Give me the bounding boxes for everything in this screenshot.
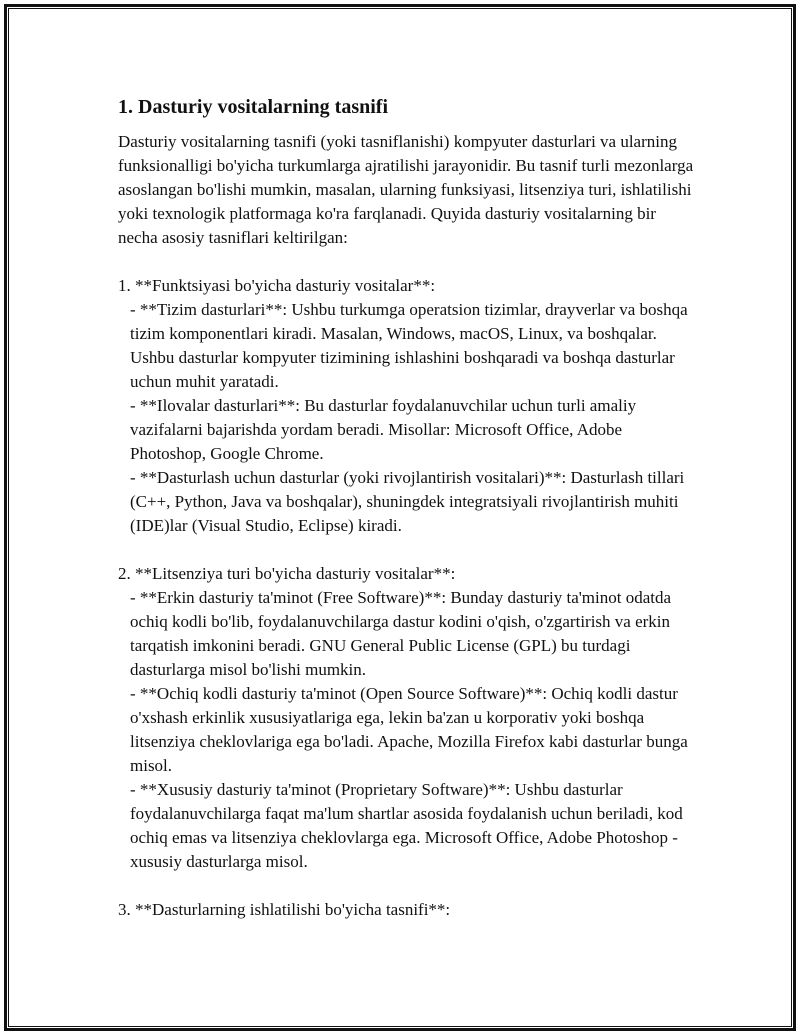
spacer	[118, 538, 698, 562]
section-1-title: 1. **Funktsiyasi bo'yicha dasturiy vositalar**:	[118, 276, 436, 295]
section-2-item-3: - **Xususiy dasturiy ta'minot (Proprietary Software)**: Ushbu dasturlar foydalanuvchilarga faqat ma'lum shartlar asosida foydalanish uchun beriladi, kod ochiq emas va litsenziya cheklovlarga ega. Microsoft Office, Adobe Photoshop - xususiy dasturlarga misol.	[130, 780, 683, 871]
spacer	[118, 250, 698, 274]
document-heading: 1. Dasturiy vositalarning tasnifi	[118, 96, 389, 118]
spacer	[118, 874, 698, 898]
section-1-item-2: - **Ilovalar dasturlari**: Bu dasturlar foydalanuvchilar uchun turli amaliy vazifalarni bajarishda yordam beradi. Misollar: Microsoft Office, Adobe Photoshop, Google Chrome.	[130, 396, 637, 463]
section-3-title: 3. **Dasturlarning ishlatilishi bo'yicha tasnifi**:	[118, 900, 451, 919]
section-1-item-3: - **Dasturlash uchun dasturlar (yoki rivojlantirish vositalari)**: Dasturlash tillari (C++, Python, Java va boshqalar), shuningdek integratsiyali rivojlantirish muhiti (IDE)lar (Visual Studio, Eclipse) kiradi.	[130, 468, 685, 535]
section-2-item-2: - **Ochiq kodli dasturiy ta'minot (Open Source Software)**: Ochiq kodli dastur o'xshash erkinlik xususiyatlariga ega, lekin ba'zan u korporativ yoki boshqa litsenziya cheklovlariga ega bo'ladi. Apache, Mozilla Firefox kabi dasturlar bunga misol.	[130, 684, 688, 775]
intro-paragraph: Dasturiy vositalarning tasnifi (yoki tasniflanishi) kompyuter dasturlari va ularning funksionalligi bo'yicha turkumlarga ajratilishi jarayonidir. Bu tasnif turli mezonlarga asoslangan bo'lishi mumkin, masalan, ularning funksiyasi, litsenziya turi, ishlatilishi yoki texnologik platformaga ko'ra farqlanadi. Quyida dasturiy vositalarning bir necha asosiy tasniflari keltirilgan:	[118, 132, 694, 247]
document-body	[118, 94, 698, 922]
section-1-item-1: - **Tizim dasturlari**: Ushbu turkumga operatsion tizimlar, drayverlar va boshqa tizim komponentlari kiradi. Masalan, Windows, macOS, Linux, va boshqalar. Ushbu dasturlar kompyuter tizimining ishlashini boshqaradi va boshqa dasturlar uchun muhit yaratadi.	[130, 300, 688, 391]
section-2-title: 2. **Litsenziya turi bo'yicha dasturiy vositalar**:	[118, 564, 456, 583]
section-2-item-1: - **Erkin dasturiy ta'minot (Free Software)**: Bunday dasturiy ta'minot odatda ochiq kodli bo'lib, foydalanuvchilarga dastur kodini o'qish, o'zgartirish va erkin tarqatish imkonini beradi. GNU General Public License (GPL) bu turdagi dasturlarga misol bo'lishi mumkin.	[130, 588, 672, 679]
